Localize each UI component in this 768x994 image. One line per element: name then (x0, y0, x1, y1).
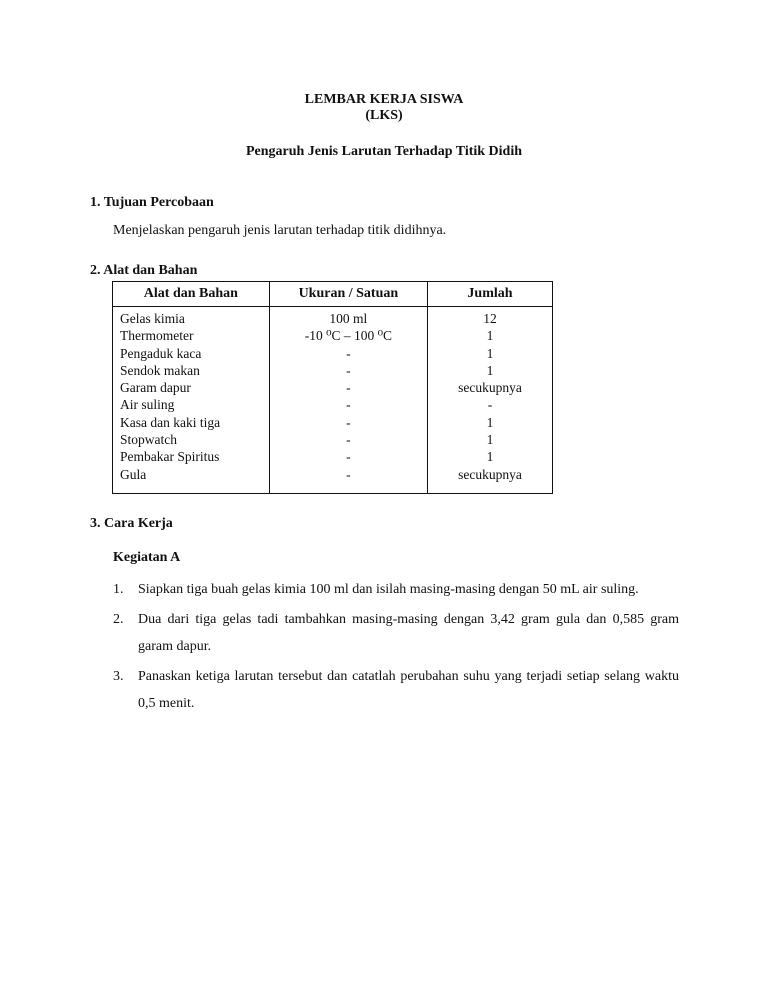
table-header-alat: Alat dan Bahan (113, 282, 270, 307)
table-cell-quantity: 1 (486, 345, 494, 361)
step-item (113, 606, 679, 660)
table-header-ukuran: Ukuran / Satuan (269, 282, 427, 307)
step-text: Panaskan ketiga larutan tersebut dan catatlah perubahan suhu yang terjadi setiap selang waktu 0,5 menit. (138, 669, 679, 711)
table-cell-quantity: - (487, 397, 493, 413)
table-cell-size: - (346, 380, 351, 396)
table-cell-size: - (346, 432, 351, 448)
table-cell-size: - (346, 466, 351, 482)
table-cell-size: - (346, 414, 351, 430)
table-cell-size: - (346, 449, 351, 465)
table-body-row (113, 307, 553, 494)
step-number: 3. (113, 669, 124, 684)
step-number: 2. (113, 612, 124, 627)
table-cell-item: Kasa dan kaki tiga (120, 414, 221, 430)
quantities-column (427, 307, 552, 494)
table-cell-item: Thermometer (120, 328, 194, 344)
table-cell-quantity: 12 (483, 311, 497, 326)
document-title: LEMBAR KERJA SISWA (304, 92, 464, 107)
items-column (113, 307, 270, 494)
section-heading-tujuan: 1. Tujuan Percobaan (90, 195, 214, 210)
tujuan-text: Menjelaskan pengaruh jenis larutan terhadap titik didihnya. (113, 223, 447, 238)
table-cell-quantity: 1 (486, 414, 494, 430)
table-cell-item: Gelas kimia (120, 311, 185, 326)
table-cell-quantity: 1 (486, 362, 494, 378)
table-cell-size: 100 ml (329, 311, 368, 326)
table-cell-item: Garam dapur (120, 380, 191, 396)
table-cell-item: Pembakar Spiritus (120, 449, 220, 465)
table-cell-size: - (346, 345, 351, 361)
equipment-table (112, 281, 553, 494)
step-text: Siapkan tiga buah gelas kimia 100 ml dan isilah masing-masing dengan 50 mL air suling. (138, 582, 639, 597)
table-cell-item: Gula (120, 466, 147, 482)
step-text: Dua dari tiga gelas tadi tambahkan masing-masing dengan 3,42 gram gula dan 0,585 gram garam dapur. (138, 612, 679, 654)
table-cell-quantity: secukupnya (458, 380, 522, 396)
table-cell-size: - (346, 397, 351, 413)
table-cell-size: - (346, 362, 351, 378)
step-item (113, 663, 679, 717)
table-cell-quantity: 1 (486, 432, 494, 448)
document-subtitle: (LKS) (365, 108, 403, 123)
table-cell-quantity: 1 (486, 328, 494, 344)
kegiatan-heading: Kegiatan A (113, 550, 181, 565)
document-topic: Pengaruh Jenis Larutan Terhadap Titik Didih (245, 144, 523, 159)
table-header-jumlah: Jumlah (427, 282, 552, 307)
table-cell-quantity: secukupnya (458, 466, 522, 482)
table-header-row (113, 282, 553, 307)
section-heading-cara-kerja: 3. Cara Kerja (90, 516, 173, 531)
section-heading-alat: 2. Alat dan Bahan (90, 263, 198, 278)
step-item (113, 576, 679, 603)
table-cell-item: Pengaduk kaca (120, 345, 202, 361)
sizes-column (269, 307, 427, 494)
steps-list (113, 576, 679, 720)
step-number: 1. (113, 582, 124, 597)
table-cell-item: Sendok makan (120, 362, 200, 378)
table-cell-quantity: 1 (486, 449, 494, 465)
table-cell-item: Stopwatch (120, 432, 177, 448)
table-cell-item: Air suling (120, 397, 175, 413)
table-cell-size: -10 ⁰C – 100 ⁰C (304, 328, 393, 344)
